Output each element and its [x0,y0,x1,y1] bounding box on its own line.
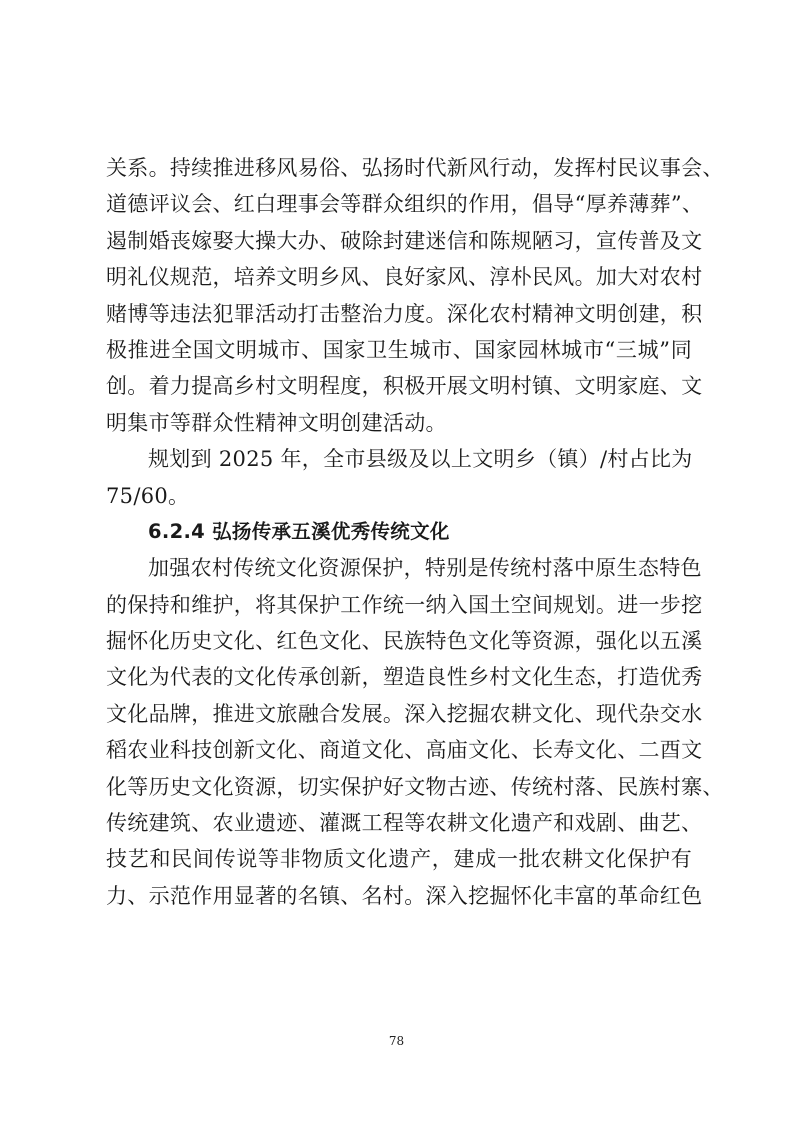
text-line: 道德评议会、红白理事会等群众组织的作用，倡导“厚养薄葬”、 [106,192,704,217]
text-line: 稻农业科技创新文化、商道文化、高庙文化、长寿文化、二酉文 [106,738,703,763]
text-line: 极推进全国文明城市、国家卫生城市、国家园林城市“三城”同 [106,337,692,362]
text-line: 关系。持续推进移风易俗、弘扬时代新风行动，发挥村民议事会、 [106,156,724,180]
text-line: 掘怀化历史文化、红色文化、民族特色文化等资源，强化以五溪 [106,629,703,654]
text-line: 明集市等群众性精神文明创建活动。 [106,410,447,435]
text-line: 力、示范作用显著的名镇、名村。深入挖掘怀化丰富的革命红色 [106,883,703,908]
text-line: 加强农村传统文化资源保护，特别是传统村落中原生态特色 [148,556,702,581]
page-number: 78 [388,1034,405,1048]
text-line: 文化为代表的文化传承创新，塑造良性乡村文化生态，打造优秀 [106,665,703,690]
body-text [106,150,724,914]
section-heading: 6.2.4 弘扬传承五溪优秀传统文化 [148,519,450,543]
text-line: 创。着力提高乡村文明程度，积极开展文明村镇、文明家庭、文 [106,374,703,399]
text-line: 赌博等违法犯罪活动打击整治力度。深化农村精神文明创建，积 [106,301,703,326]
text-line: 化等历史文化资源，切实保护好文物古迹、传统村落、民族村寨、 [106,774,724,799]
text-line: 明礼仪规范，培养文明乡风、良好家风、淳朴民风。加大对农村 [106,265,703,290]
text-line: 技艺和民间传说等非物质文化遗产，建成一批农耕文化保护有 [106,847,692,872]
text-line: 遏制婚丧嫁娶大操大办、破除封建迷信和陈规陋习，宣传普及文 [106,228,703,253]
text-line: 75/60。 [106,483,190,508]
text-line: 的保持和维护，将其保护工作统一纳入国土空间规划。进一步挖 [106,592,703,617]
text-line: 文化品牌，推进文旅融合发展。深入挖掘农耕文化、现代杂交水 [106,701,703,726]
text-line: 规划到 2025 年，全市县级及以上文明乡（镇）/村占比为 [148,447,693,472]
text-line: 传统建筑、农业遗迹、灌溉工程等农耕文化遗产和戏剧、曲艺、 [106,811,703,836]
